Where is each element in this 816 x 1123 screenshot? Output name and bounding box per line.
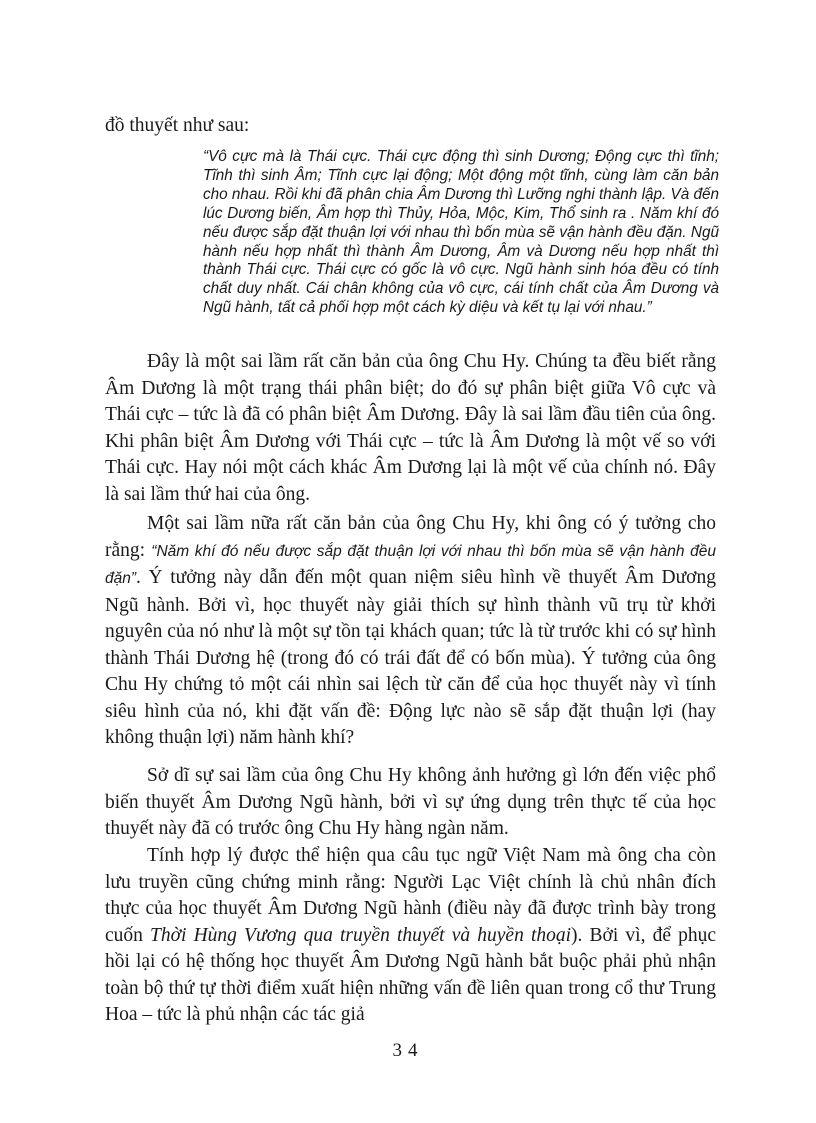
paragraph-2-text-before: Một sai lầm nữa rất căn bản của ông Chu Hy, khi ông có ý tưởng cho rằng: [105, 513, 716, 561]
paragraph-4-text-after: ). Bởi vì, để phục hồi lại có hệ thống học thuyết Âm Dương Ngũ hành bắt buộc phải phủ nhận toàn bộ thứ tự thời điểm xuất hiện những vấn đề liên quan trong cổ thư Trung Hoa – tức là phủ nhận các tác giả [105, 924, 717, 1025]
block-quote: “Vô cực mà là Thái cực. Thái cực động thì sinh Dương; Động cực thì tĩnh; Tĩnh thì sinh Âm; Tĩnh cực lại động; Một động một tĩnh, cùng làm căn bản cho nhau. Rồi khi đã phân chia Âm Dương thì Lưỡng nghi thành lập. Và đến lúc Dương biến, Âm hợp thì Thủy, Hỏa, Mộc, Kim, Thổ sinh ra . Năm khí đó nếu được sắp đặt thuận lợi với nhau thì bốn mùa sẽ vận hành đều đặn. Ngũ hành nếu hợp nhất thì thành Âm Dương, Âm và Dương nếu hợp nhất thì thành Thái cực. Thái cực có gốc là vô cực. Ngũ hành sinh hóa đều có tính chất duy nhất. Cái chân không của vô cực, cái tính chất của Âm Dương và Ngũ hành, tất cả phối hợp một cách kỳ diệu và kết tụ lại với nhau.” [203, 148, 719, 317]
page-number: 34 [392, 1040, 424, 1061]
intro-line: đồ thuyết như sau: [105, 115, 250, 136]
paragraph-2-quote: “Năm khí đó nếu được sắp đặt thuận lợi với nhau thì bốn mùa sẽ vận hành đều đặn” [105, 542, 716, 587]
paragraph-1: Đây là một sai lầm rất căn bản của ông Chu Hy. Chúng ta đều biết rằng Âm Dương là một trạng thái phân biệt; do đó sự phân biệt giữa Vô cực và Thái cực – tức là đã có phân biệt Âm Dương. Đây là sai lầm đầu tiên của ông. Khi phân biệt Âm Dương với Thái cực – tức là Âm Dương là một vế so với Thái cực. Hay nói một cách khác Âm Dương lại là một vế của chính nó. Đây là sai lầm thứ hai của ông. [105, 351, 716, 505]
paragraph-4-text-before: Tính hợp lý được thể hiện qua câu tục ngữ Việt Nam mà ông cha còn lưu truyền cũng chứng minh rằng: Người Lạc Việt chính là chủ nhân đích thực của học thuyết Âm Dương Ngũ hành (điều này đã được trình bày trong cuốn [105, 845, 716, 946]
paragraph-2-text-after: . Ý tưởng này dẫn đến một quan niệm siêu hình về thuyết Âm Dương Ngũ hành. Bởi vì, học thuyết này giải thích sự hình thành vũ trụ từ khởi nguyên của nó như là một sự tồn tại khách quan; tức là từ trước khi có sự hình thành Thái Dương hệ (trong đó có trái đất để có bốn mùa). Ý tưởng của ông Chu Hy chứng tỏ một cái nhìn sai lệch từ căn để của học thuyết này vì tính siêu hình của nó, khi đặt vấn đề: Động lực nào sẽ sắp đặt thuận lợi (hay không thuận lợi) năm hành khí? [105, 567, 716, 748]
paragraph-2 [105, 511, 716, 752]
book-title: Thời Hùng Vương qua truyền thuyết và huyền thoại [150, 924, 572, 946]
paragraph-3: Sở dĩ sự sai lầm của ông Chu Hy không ảnh hưởng gì lớn đến việc phổ biến thuyết Âm Dương Ngũ hành, bởi vì sự ứng dụng trên thực tế của học thuyết này đã có trước ông Chu Hy hàng ngàn năm. [105, 765, 716, 839]
paragraph-4 [105, 843, 716, 1029]
